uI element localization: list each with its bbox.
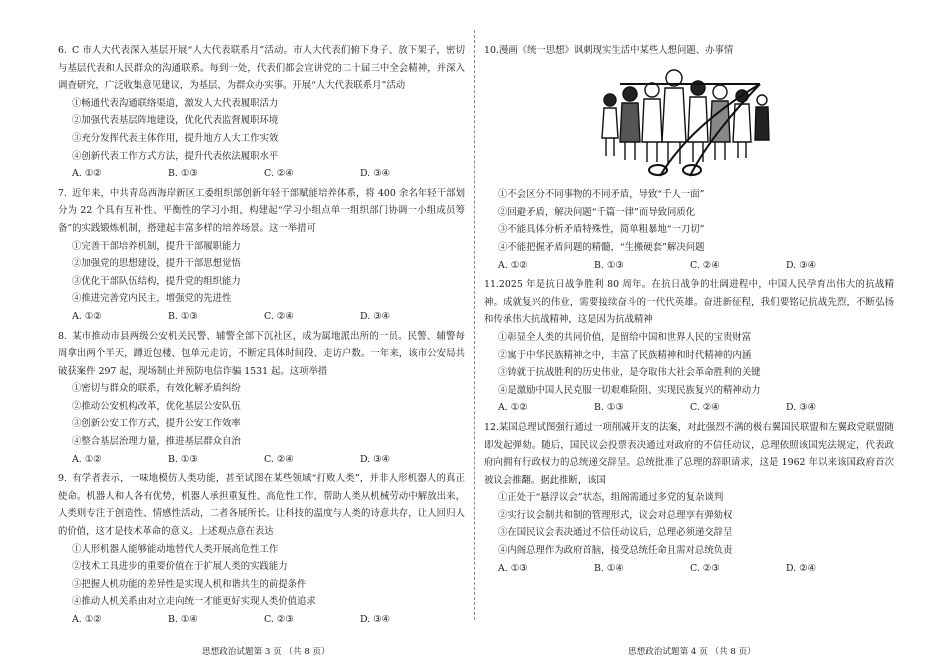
option-3: ③在国民议会表决通过不信任动议后，总理必须递交辞呈 <box>498 527 733 539</box>
answer-a[interactable]: A. ①② <box>498 402 528 414</box>
option-2: ②加强党的思想建设，提升干部思想觉悟 <box>72 258 241 270</box>
answer-a[interactable]: A. ①② <box>72 453 102 465</box>
answer-c[interactable]: C. ②③ <box>264 614 294 625</box>
option-1: ①不会区分不同事物的不同矛盾，导致“千人一面” <box>498 189 705 201</box>
answer-d[interactable]: D. ③④ <box>360 453 390 465</box>
answer-a[interactable]: A. ①② <box>72 168 102 180</box>
option-3: ③创新公安工作方式，提升公安工作效率 <box>72 418 241 430</box>
option-3: ③把握人机功能的差异性是实现人机和谐共生的前提条件 <box>72 578 307 590</box>
question-number: 12. <box>484 421 499 433</box>
option-3: ③铸就于抗战胜利的历史伟业，是夺取伟大社会革命胜利的关键 <box>498 367 761 379</box>
option-4: ④内阁总理作为政府首脑，接受总统任命且需对总统负责 <box>498 545 733 557</box>
option-4: ④整合基层治理力量，推进基层群众自治 <box>72 436 241 448</box>
answer-b[interactable]: B. ①③ <box>168 453 198 465</box>
question-8 <box>58 328 465 469</box>
question-stem: 12.某国总理试图强行通过一项削减开支的法案，对此强烈不满的极右翼国民联盟和左翼政党联盟随即发起弹劾。随后，国民议会投票表决通过对政府的不信任动议，总理依照该国宪法规定，代表政府向拥有行政权力的总统递交辞呈。总统批准了总理的辞职请求，这是 1962 年以来该国政府首次被议会推翻。据此推断，该国 <box>484 419 894 489</box>
question-number: 8. <box>58 330 67 342</box>
option-1: ①完善干部培养机制，提升干部履职能力 <box>72 240 241 252</box>
option-4: ④不能把握矛盾问题的精髓，“生搬硬套”解决问题 <box>498 241 705 253</box>
option-2: ②加强代表基层阵地建设，优化代表监督履职环境 <box>72 115 279 127</box>
option-2: ②技术工具进步的重要价值在于扩展人类的实践能力 <box>72 561 288 573</box>
answer-b[interactable]: B. ①③ <box>594 402 624 414</box>
left-page <box>58 42 465 631</box>
option-2: ②回避矛盾，解决问题“千篇一律”而导致同质化 <box>498 206 696 218</box>
option-4: ④是激励中国人民克服一切艰难险阻、实现民族复兴的精神动力 <box>498 384 761 396</box>
option-2: ②推动公安机构改革，优化基层公安队伍 <box>72 400 241 412</box>
option-4: ④推动人机关系由对立走向统一才能更好实现人类价值追求 <box>72 596 316 608</box>
right-page <box>484 42 894 579</box>
answer-c[interactable]: C. ②④ <box>264 453 294 465</box>
answer-b[interactable]: B. ①③ <box>168 168 198 180</box>
cartoon-figure <box>755 95 769 140</box>
question-10 <box>484 42 894 274</box>
answer-b[interactable]: B. ①④ <box>594 562 624 574</box>
answer-c[interactable]: C. ②③ <box>690 562 720 574</box>
option-1: ①正处于“悬浮议会”状态，组阁需通过多党的复杂谈判 <box>498 492 724 504</box>
answer-choices <box>58 451 465 469</box>
answer-d[interactable]: D. ③④ <box>786 402 816 414</box>
question-stem: 8. 某市推动市县两级公安机关民警、辅警全部下沉社区，成为属地派出所的一员。民警、辅警每周拿出两个半天，蹲近包楼、包单元走访，不断定具体时间段、走访户数。一年来，该市公安局共破获案件 297 起，现场制止并预防电信诈骗 1531 起。这项举措 <box>58 328 465 381</box>
answer-choices <box>484 257 894 275</box>
answer-d[interactable]: D. ③④ <box>360 310 390 322</box>
answer-b[interactable]: B. ①③ <box>168 310 198 322</box>
question-6 <box>58 42 465 183</box>
question-7 <box>58 185 465 326</box>
question-stem: 7. 近年来，中共青岛西海岸新区工委组织部创新年轻干部赋能培养体系，将 400 余名年轻干部划分为 22 个具有互补性、平衡性的学习小组，构建起“学习小组点单一组织部门协调一小组成员筹备”的实践锻炼机制，搭建起丰富多样的培养场景。这一举措可 <box>58 185 465 238</box>
option-3: ③优化干部队伍结构，提升党的组织能力 <box>72 275 241 287</box>
option-2: ②实行议会制共和制的管理形式，议会对总理享有弹劾权 <box>498 509 733 521</box>
answer-a[interactable]: A. ①③ <box>498 562 528 574</box>
answer-choices <box>484 399 894 417</box>
answer-choices <box>58 165 465 183</box>
option-1: ①密切与群众的联系，有效化解矛盾纠纷 <box>72 383 241 395</box>
answer-d[interactable]: D. ②④ <box>786 562 816 574</box>
cartoon-figure <box>602 94 618 156</box>
page-divider <box>474 30 475 620</box>
cartoon-figure <box>642 83 662 162</box>
question-stem: 11.2025 年是抗日战争胜利 80 周年。在抗日战争的壮阔进程中，中国人民孕育出伟大的抗战精神。成就复兴的伟业，需要接续奋斗的一代代英雄。奋进新征程，我们要铭记抗战先烈，不断弘扬和传承伟大抗战精神，这是因为抗战精神 <box>484 276 894 329</box>
answer-c[interactable]: C. ②④ <box>264 310 294 322</box>
question-12 <box>484 419 894 577</box>
option-1: ①彰显全人类的共同价值，是留给中国和世界人民的宝贵财富 <box>498 331 752 343</box>
page-footer-right: 思想政治试题第 4 页 （共 8 页） <box>628 647 756 657</box>
option-2: ②寓于中华民族精神之中，丰富了民族精神和时代精神的内涵 <box>498 349 752 361</box>
answer-d[interactable]: D. ③④ <box>360 614 390 625</box>
answer-c[interactable]: C. ②④ <box>264 168 294 180</box>
question-number: 7. <box>58 187 67 199</box>
answer-d[interactable]: D. ③④ <box>786 259 816 271</box>
question-number: 11. <box>484 279 499 291</box>
answer-c[interactable]: C. ②④ <box>690 259 720 271</box>
answer-a[interactable]: A. ①② <box>72 310 102 322</box>
cartoon-figure <box>620 87 640 160</box>
answer-a[interactable]: A. ①② <box>72 614 102 625</box>
question-number: 9. <box>58 473 67 485</box>
cartoon-illustration <box>600 66 770 178</box>
answer-b[interactable]: B. ①③ <box>594 259 624 271</box>
question-number: 6. <box>58 45 67 56</box>
answer-choices <box>58 611 465 629</box>
answer-a[interactable]: A. ①② <box>498 259 528 271</box>
answer-c[interactable]: C. ②④ <box>690 402 720 414</box>
option-4: ④推进完善党内民主，增强党的先进性 <box>72 293 232 305</box>
question-9 <box>58 470 465 628</box>
option-3: ③不能具体分析矛盾特殊性，简单粗暴地“一刀切” <box>498 224 705 236</box>
answer-d[interactable]: D. ③④ <box>360 168 390 180</box>
question-number: 10. <box>484 45 499 56</box>
option-4: ④创新代表工作方式方法，提升代表依法履职水平 <box>72 150 279 162</box>
question-11 <box>484 276 894 417</box>
answer-choices <box>58 308 465 326</box>
option-3: ③充分发挥代表主体作用，提升地方人大工作实效 <box>72 132 279 144</box>
option-1: ①人形机器人能够能动地替代人类开展高危性工作 <box>72 543 279 555</box>
answer-choices <box>484 560 894 578</box>
question-stem: 6. C 市人大代表深入基层开展“人大代表联系月”活动。市人大代表们俯下身子、放下架子，密切与基层代表和人民群众的沟通联系。每到一处，代表们都会宣讲党的二十届三中全会精神，并深入调查研究，广泛收集意见建议，为基层、为群众办实事。开展“人大代表联系月”活动 <box>58 42 465 95</box>
question-stem: 9. 有学者表示，一味地模仿人类功能，甚至试图在某些领域“打败人类”，并非人形机器人的真正使命。机器人和人各有优势，机器人承担重复性、高危性工作，帮助人类从机械劳动中解放出来，人类则专注于创造性、情感性活动，二者各展所长。让科技的温度与人类的诗意共存，让人回归人的价值，这才是技术革命的意义。上述观点意在表达 <box>58 470 465 540</box>
answer-b[interactable]: B. ①④ <box>168 614 198 625</box>
page-footer-left: 思想政治试题第 3 页 （共 8 页） <box>202 647 330 657</box>
option-1: ①畅通代表沟通联络渠道，激发人大代表履职活力 <box>72 97 279 109</box>
question-stem: 10.漫画《统一思想》讽刺现实生活中某些人想问题、办事情 <box>484 42 894 60</box>
